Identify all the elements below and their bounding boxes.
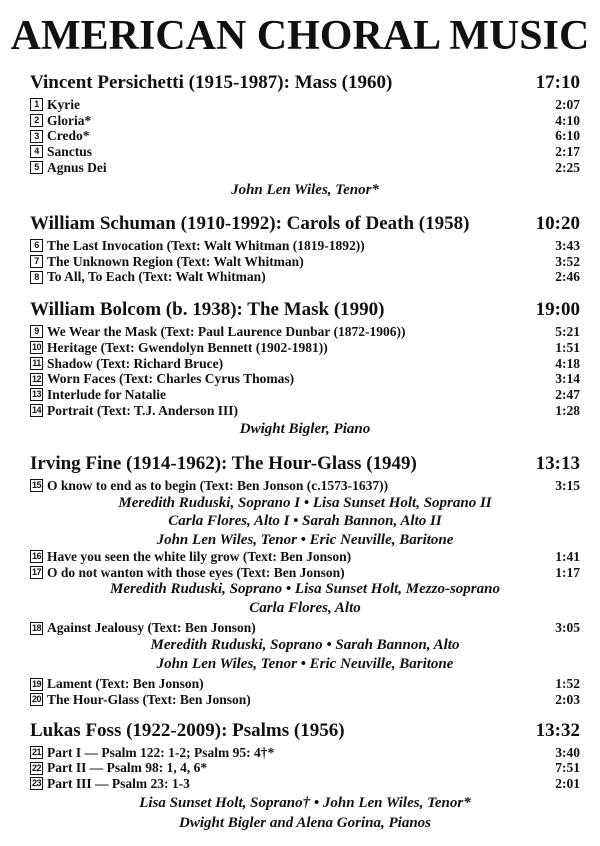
track-row (30, 403, 580, 419)
track-title: The Hour-Glass (47, 691, 140, 707)
track-time: 3:40 (555, 744, 580, 760)
performer-credit: Dwight Bigler, Piano (239, 421, 371, 438)
track-time: 7:51 (555, 760, 580, 776)
work-duration: 10:20 (535, 213, 580, 235)
track-row (30, 371, 580, 387)
track-row (30, 387, 580, 403)
track-time: 2:07 (555, 97, 580, 112)
track-title: Heritage (47, 339, 98, 355)
track-title: Against Jealousy (47, 620, 145, 636)
text-credit: (Text: T.J. Anderson III) (96, 402, 239, 418)
track-time: 3:52 (555, 253, 580, 269)
track-title: Gloria* (47, 112, 92, 128)
track-number: 3 (30, 130, 43, 143)
section-heading (30, 453, 580, 475)
section-heading (30, 72, 580, 94)
track-row (30, 549, 580, 565)
track-row (30, 620, 580, 636)
track-title: Kyrie (47, 97, 80, 112)
performer-credit: Meredith Ruduski, Soprano I • Lisa Sunset Holt, Soprano II (118, 494, 492, 511)
track-row (30, 324, 580, 340)
track-row (30, 745, 580, 761)
track-title: Agnus Dei (47, 159, 107, 175)
track-time: 1:51 (555, 339, 580, 355)
track-title: Interlude for Natalie (47, 386, 166, 402)
track-row (30, 144, 580, 160)
section-heading (30, 213, 580, 235)
track-time: 1:17 (555, 564, 580, 580)
track-time: 3:43 (555, 238, 580, 254)
track-time: 1:52 (555, 676, 580, 692)
track-row (30, 113, 580, 129)
section-schuman (30, 213, 580, 285)
track-title: Credo* (47, 128, 90, 144)
track-number: 17 (31, 567, 41, 578)
work-title: William Schuman (1910-1992): Carols of Death (1958) (30, 213, 470, 235)
track-time: 4:18 (555, 355, 580, 371)
text-credit: (Text: Walt Whitman) (176, 253, 304, 269)
track-time: 2:03 (555, 691, 580, 707)
track-row (30, 340, 580, 356)
track-row (30, 97, 580, 113)
track-title: Sanctus (47, 144, 93, 160)
track-number: 23 (31, 778, 41, 789)
track-row (30, 760, 580, 776)
track-title: We Wear the Mask (47, 324, 158, 340)
track-time: 1:28 (555, 402, 580, 418)
track-title: Worn Faces (47, 371, 116, 387)
text-credit: (Text: Ben Jonson) (242, 549, 352, 565)
performer-credit: John Len Wiles, Tenor • Eric Neuville, Baritone (156, 531, 454, 548)
text-credit: (Text: Paul Laurence Dunbar (1872-1906)) (160, 324, 406, 340)
track-number: 22 (31, 762, 41, 773)
track-time: 2:46 (555, 269, 580, 285)
track-time: 3:15 (555, 477, 580, 493)
track-time: 2:25 (555, 159, 580, 175)
track-row (30, 269, 580, 285)
track-row (30, 238, 580, 254)
track-title: Lament (47, 676, 92, 692)
track-number: 10 (31, 342, 41, 353)
track-title: Portrait (47, 402, 94, 418)
track-number: 4 (30, 145, 43, 158)
track-number: 19 (31, 678, 41, 689)
track-title: Shadow (47, 355, 93, 371)
page-title: AMERICAN CHORAL MUSIC (10, 13, 590, 59)
track-title: Part I — Psalm 122: 1-2; Psalm 95: 4†* (47, 744, 275, 760)
track-number: 16 (31, 551, 41, 562)
performer-credit: John Len Wiles, Tenor • Eric Neuville, Baritone (156, 655, 454, 672)
text-credit: (Text: Richard Bruce) (96, 355, 224, 371)
track-number: 7 (30, 255, 43, 268)
text-credit: (Text: Gwendolyn Bennett (1902-1981)) (100, 339, 328, 355)
track-row (30, 676, 580, 692)
track-number: 12 (31, 373, 41, 384)
track-number: 18 (31, 622, 41, 633)
performer-credit: Carla Flores, Alto I • Sarah Bannon, Alto II (168, 513, 442, 530)
track-row (30, 565, 580, 581)
track-title: Have you seen the white lily grow (47, 549, 240, 565)
track-time: 3:14 (555, 371, 580, 387)
performer-credit: Carla Flores, Alto (249, 599, 361, 616)
track-number: 8 (30, 271, 43, 284)
track-number: 11 (30, 357, 43, 370)
track-row (30, 160, 580, 176)
track-time: 2:47 (555, 386, 580, 402)
track-time: 5:21 (555, 324, 580, 340)
track-title: O know to end as to begin (47, 477, 197, 493)
section-fine (30, 453, 580, 708)
track-row (30, 128, 580, 144)
section-heading (30, 299, 580, 321)
track-number: 14 (31, 404, 41, 415)
tracklist (30, 72, 580, 833)
work-duration: 19:00 (535, 299, 580, 321)
track-number: 9 (30, 325, 43, 338)
track-number: 6 (30, 239, 43, 252)
section-heading (30, 720, 580, 742)
work-title: William Bolcom (b. 1938): The Mask (1990) (30, 299, 385, 321)
performer-credit: Dwight Bigler and Alena Gorina, Pianos (179, 815, 431, 832)
track-title: Part III — Psalm 23: 1-3 (47, 775, 190, 791)
work-title: Lukas Foss (1922-2009): Psalms (1956) (30, 719, 345, 741)
section-persichetti (30, 72, 580, 199)
text-credit: (Text: Charles Cyrus Thomas) (119, 371, 295, 387)
track-time: 4:10 (555, 112, 580, 128)
work-duration: 17:10 (535, 72, 580, 93)
track-time: 6:10 (555, 128, 580, 144)
text-credit: (Text: Ben Jonson (c.1573-1637)) (199, 477, 389, 493)
work-title: Vincent Persichetti (1915-1987): Mass (1960) (30, 72, 393, 93)
section-bolcom (30, 299, 580, 439)
track-number: 1 (30, 98, 43, 111)
track-number: 13 (31, 389, 41, 400)
performer-credit: John Len Wiles, Tenor* (231, 181, 379, 198)
track-time: 2:01 (555, 775, 580, 791)
track-row (30, 776, 580, 792)
performer-credit: Meredith Ruduski, Soprano • Sarah Bannon, Alto (150, 637, 460, 654)
text-credit: (Text: Ben Jonson) (95, 676, 204, 692)
track-title: The Last Invocation (47, 238, 164, 254)
work-duration: 13:13 (535, 452, 580, 474)
track-row (30, 478, 580, 494)
track-number: 5 (30, 161, 43, 174)
text-credit: (Text: Ben Jonson) (142, 691, 251, 707)
work-duration: 13:32 (535, 719, 580, 741)
track-time: 1:41 (555, 549, 580, 565)
track-number: 21 (31, 746, 41, 757)
work-title: Irving Fine (1914-1962): The Hour-Glass (1949) (30, 452, 417, 474)
track-time: 2:17 (555, 144, 580, 160)
performer-credit: Lisa Sunset Holt, Soprano† • John Len Wiles, Tenor* (139, 794, 471, 811)
track-row (30, 356, 580, 372)
track-number: 20 (31, 694, 41, 705)
text-credit: (Text: Ben Jonson) (147, 620, 256, 636)
track-title: The Unknown Region (47, 253, 174, 269)
track-number: 2 (30, 114, 43, 127)
text-credit: (Text: Walt Whitman (1819-1892)) (166, 238, 365, 254)
track-title: Part II — Psalm 98: 1, 4, 6* (47, 760, 208, 776)
track-row (30, 692, 580, 708)
track-title: To All, To Each (47, 269, 136, 285)
section-foss (30, 720, 580, 833)
track-number: 15 (31, 480, 41, 491)
text-credit: (Text: Walt Whitman) (138, 269, 266, 285)
track-time: 3:05 (555, 620, 580, 636)
performer-credit: Meredith Ruduski, Soprano • Lisa Sunset Holt, Mezzo-soprano (110, 581, 500, 598)
track-title: O do not wanton with those eyes (47, 564, 234, 580)
track-row (30, 254, 580, 270)
text-credit: (Text: Ben Jonson) (236, 564, 345, 580)
